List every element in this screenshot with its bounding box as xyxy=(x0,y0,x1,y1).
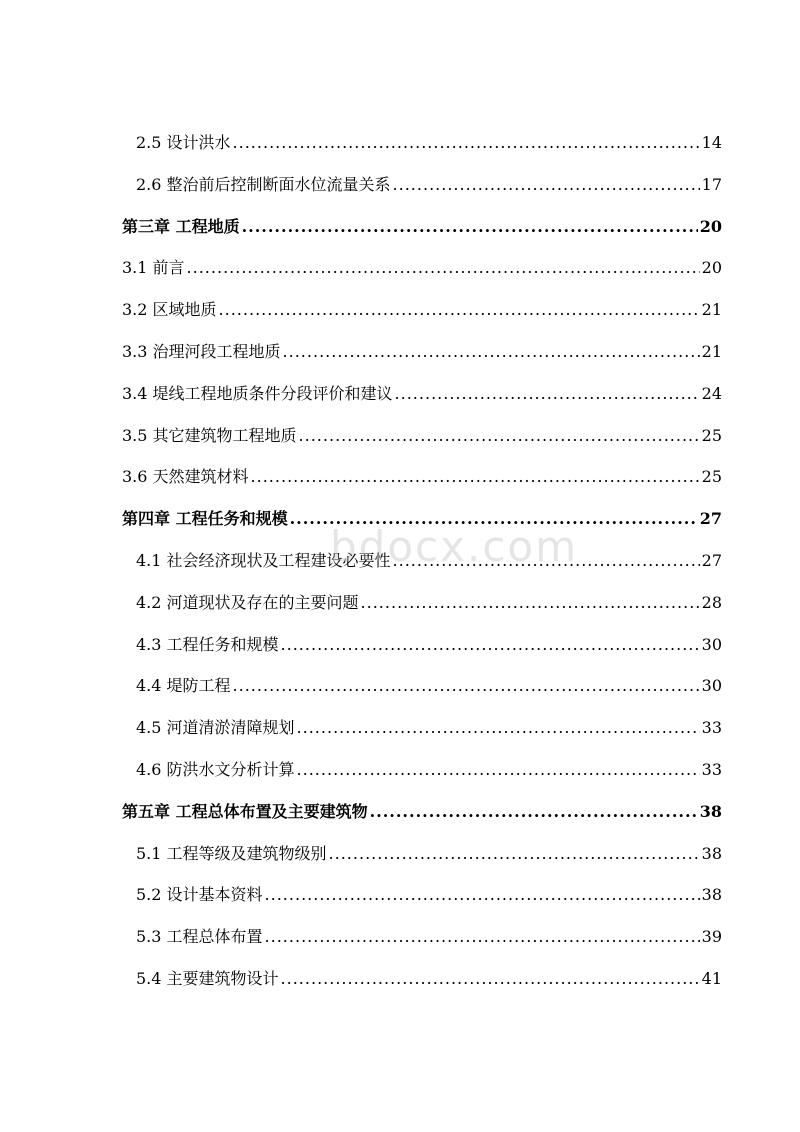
toc-entry-title: 4.2 河道现状及存在的主要问题 xyxy=(136,592,359,612)
toc-page-number: 39 xyxy=(701,927,722,947)
toc-entry-title: 3.1 前言 xyxy=(122,258,185,278)
toc-page-number: 38 xyxy=(699,801,722,821)
toc-page-number: 17 xyxy=(701,174,722,194)
toc-leader-dots xyxy=(251,456,700,498)
toc-entry-title: 5.4 主要建筑物设计 xyxy=(136,968,279,988)
toc-entry-title: 2.5 设计洪水 xyxy=(136,133,231,152)
toc-entry[interactable] xyxy=(122,874,722,916)
toc-leader-dots xyxy=(265,916,700,958)
toc-leader-dots xyxy=(290,498,698,540)
toc-entry-title: 第四章 工程任务和规模 xyxy=(122,509,288,529)
watermark: bdocx.com xyxy=(330,522,579,571)
toc-leader-dots xyxy=(297,707,700,749)
toc-leader-dots xyxy=(281,958,700,1000)
toc-entry-title: 5.3 工程总体布置 xyxy=(136,927,263,947)
toc-entry-title: 5.2 设计基本资料 xyxy=(136,885,263,905)
toc-entry[interactable] xyxy=(122,206,722,248)
toc-leader-dots xyxy=(370,791,698,833)
toc-page-number: 21 xyxy=(701,300,722,320)
toc-page-number: 33 xyxy=(701,718,722,738)
toc-entry-title: 3.5 其它建筑物工程地质 xyxy=(122,425,297,445)
toc-leader-dots xyxy=(265,874,700,916)
toc-page-number: 27 xyxy=(701,550,722,570)
toc-entry-title: 第三章 工程地质 xyxy=(122,216,240,236)
toc-page-number: 30 xyxy=(701,676,722,696)
toc-leader-dots xyxy=(361,582,700,624)
toc-entry[interactable] xyxy=(122,833,722,875)
toc-entry[interactable] xyxy=(122,624,722,666)
toc-entry[interactable] xyxy=(122,916,722,958)
toc-page-number: 25 xyxy=(701,467,722,487)
toc-entry[interactable] xyxy=(122,498,722,540)
toc-entry[interactable] xyxy=(122,456,722,498)
toc-entry[interactable] xyxy=(122,791,722,833)
toc-page-number: 30 xyxy=(701,634,722,654)
toc-leader-dots xyxy=(299,415,700,457)
toc-leader-dots xyxy=(233,122,700,164)
toc-page-number: 38 xyxy=(701,843,722,863)
toc-leader-dots xyxy=(329,833,700,875)
toc-leader-dots xyxy=(281,624,700,666)
toc-page-number: 41 xyxy=(701,968,722,988)
toc-leader-dots xyxy=(393,540,700,582)
toc-entry[interactable] xyxy=(122,122,722,164)
toc-page-number: 33 xyxy=(701,759,722,779)
table-of-contents xyxy=(122,122,722,1000)
toc-leader-dots xyxy=(297,749,700,791)
toc-page-number: 25 xyxy=(701,425,722,445)
toc-entry-title: 4.3 工程任务和规模 xyxy=(136,634,279,654)
toc-entry-title: 3.3 治理河段工程地质 xyxy=(122,341,281,361)
toc-entry[interactable] xyxy=(122,749,722,791)
toc-leader-dots xyxy=(283,331,700,373)
toc-page-number: 38 xyxy=(701,885,722,905)
toc-entry-title: 5.1 工程等级及建筑物级别 xyxy=(136,843,327,863)
toc-page-number: 21 xyxy=(701,341,722,361)
toc-entry[interactable] xyxy=(122,331,722,373)
toc-entry-title: 3.6 天然建筑材料 xyxy=(122,467,249,487)
toc-leader-dots xyxy=(219,289,700,331)
toc-entry[interactable] xyxy=(122,665,722,707)
toc-entry-title: 4.6 防洪水文分析计算 xyxy=(136,759,295,779)
toc-page-number: 27 xyxy=(699,509,722,529)
toc-leader-dots xyxy=(395,373,700,415)
toc-entry-title: 3.4 堤线工程地质条件分段评价和建议 xyxy=(122,383,393,403)
toc-entry[interactable] xyxy=(122,707,722,749)
toc-leader-dots xyxy=(187,247,700,289)
toc-page-number: 24 xyxy=(701,383,722,403)
toc-entry[interactable] xyxy=(122,415,722,457)
toc-entry[interactable] xyxy=(122,958,722,1000)
toc-entry[interactable] xyxy=(122,164,722,206)
toc-entry-title: 第五章 工程总体布置及主要建筑物 xyxy=(122,801,368,821)
toc-entry[interactable] xyxy=(122,582,722,624)
toc-entry[interactable] xyxy=(122,289,722,331)
toc-page-number: 20 xyxy=(701,258,722,278)
toc-entry-title: 4.5 河道清淤清障规划 xyxy=(136,718,295,738)
toc-entry[interactable] xyxy=(122,373,722,415)
toc-entry-title: 2.6 整治前后控制断面水位流量关系 xyxy=(136,174,391,194)
toc-entry-title: 4.4 堤防工程 xyxy=(136,676,231,696)
toc-entry-title: 3.2 区域地质 xyxy=(122,300,217,320)
toc-leader-dots xyxy=(233,665,700,707)
toc-leader-dots xyxy=(393,164,700,206)
toc-page-number: 14 xyxy=(701,133,722,152)
toc-entry[interactable] xyxy=(122,247,722,289)
toc-page-number: 28 xyxy=(701,592,722,612)
toc-entry[interactable] xyxy=(122,540,722,582)
toc-page-number: 20 xyxy=(699,216,722,236)
toc-entry-title: 4.1 社会经济现状及工程建设必要性 xyxy=(136,550,391,570)
toc-leader-dots xyxy=(242,206,698,248)
